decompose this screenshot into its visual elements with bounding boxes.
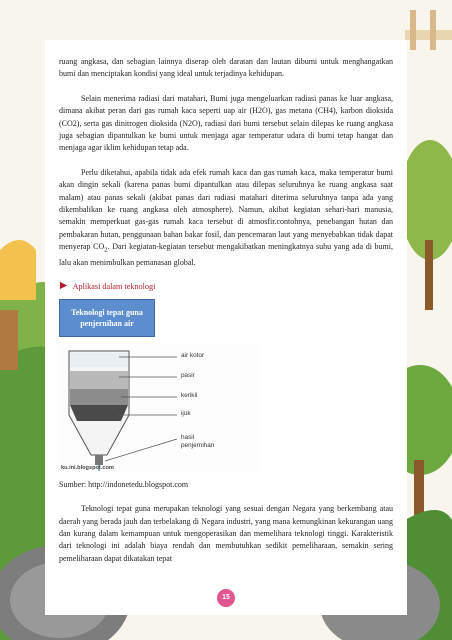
label-pasir: pasir: [181, 371, 195, 379]
label-ijuk: ijuk: [181, 409, 191, 417]
paragraph-appropriate-technology: Teknologi tepat guna merupakan teknologi yang sesuai dengan Negara yang berkembang atau daerah yang berada jauh dan terbelakang di Negara industri, yang mana kemungkinan kekurangan uang dan kurang dalam kemampuan untuk mengoperasikan dan memelihara teknologi tinggi. Karakteristik dari teknologi ini adalah biaya rendah dan membutuhkan sedikit pemeliharaan, semakin sering pemeliharaan dapat dikatakan tepat: [59, 504, 393, 563]
label-kerikil: kerikil: [181, 391, 198, 399]
label-penjernihan: penjernihan: [181, 441, 215, 449]
section-heading: [59, 281, 393, 291]
co2-subscript: 2: [104, 246, 108, 254]
label-air-kotor: air kotor: [181, 351, 205, 359]
paragraph-global-warming-text: Perlu diketahui, apabila tidak ada efek rumah kaca dan gas rumah kaca, maka temperatur bumi akan dingin sekali (karena panas bumi dipantulkan atau dilepas seluruhnya ke ruang angkasa saat malam) atau panas sekali (akibat panas dari radiasi matahari diterima seluruhnya tanpa ada yang dikembalikan ke ruang angkasa oleh atmosphere). Namun, akibat kegiatan sehari-hari manusia, semakin memperkuat gas-gas rumah kaca tersebut di atmosfir.contohnya, penebangan hutan dan pembakaran hutan, penggunaan bahan bakar fosil, dan pencemaran laut yang menyebabkan tidak dapat menyerap CO: [59, 167, 393, 252]
arrow-bullet-icon: [59, 281, 68, 290]
figure-watermark: ku.ini.blogspot.com: [61, 464, 114, 471]
paragraph-global-warming-text-end: . Dari kegiatan-kegiatan tersebut mengakibatkan meningkatnya suhu yang ada di bumi, lalu akan menimbulkan pemanasan global.: [59, 242, 393, 268]
page-content: [45, 40, 407, 615]
page-number-badge: 15: [217, 589, 235, 607]
topic-label-line1: Teknologi tepat guna: [71, 307, 143, 317]
section-heading-text: Aplikasi dalam teknologi: [72, 281, 156, 291]
paragraph-radiation-absorption: ruang angkasa, dan sebagian lainnya diserap oleh daratan dan lautan dibumi untuk menghangatkan bumi dan menciptakan kondisi yang ideal untuk terjadinya kehidupan.: [59, 57, 393, 79]
label-hasil: hasil: [181, 433, 195, 441]
topic-label-line2: penjernihan air: [80, 318, 134, 328]
paragraph-greenhouse-gases: Selain menerima radiasi dari matahari, Bumi juga mengeluarkan radiasi panas ke luar angkasa, dimana akibat peran dari gas rumah kaca seperti uap air (H2O), gas metana (CH4), karbon dioksida (CO2), serta gas dinitrogen dioksida (N2O), radiasi dari bumi tersebut selain dilepas ke ruang angkasa juga sebagian dipantulkan ke bumi untuk menjaga agar temperatur udara di bumi tetap hangat dan menjaga agar iklim kehidupan tetap ada.: [59, 93, 393, 153]
paragraph-global-warming: [59, 167, 393, 270]
water-filter-diagram: [59, 345, 259, 473]
water-filter-figure: [59, 345, 259, 473]
topic-label-box: [59, 299, 155, 337]
image-source: Sumber: http://indonetedu.blogspot.com: [59, 479, 189, 489]
